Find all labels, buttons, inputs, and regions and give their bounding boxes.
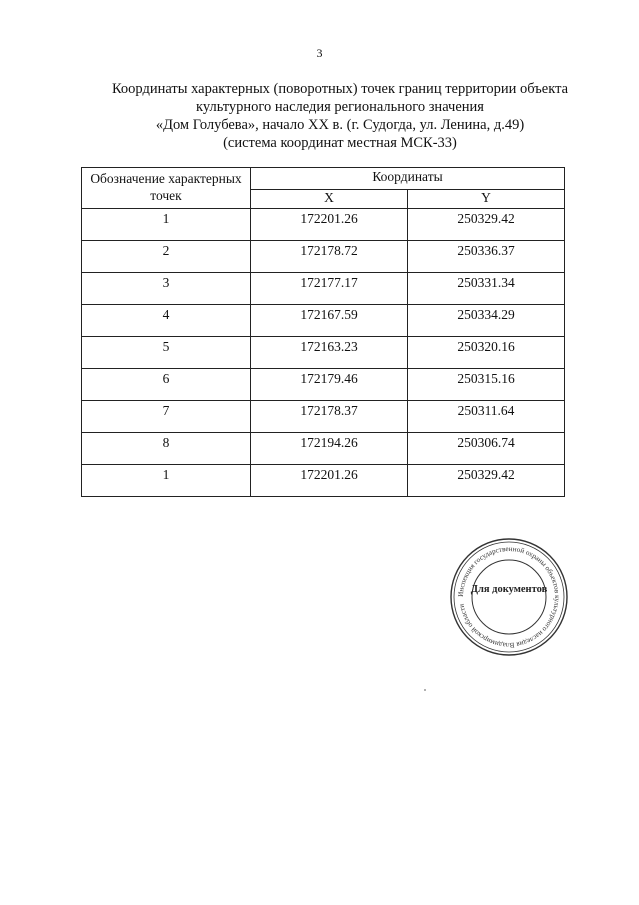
point-cell: 3 [82,273,251,305]
y-cell: 250315.16 [408,369,565,401]
stamp-center-text: Для документов [470,584,548,595]
coordinates-table [81,167,565,497]
point-cell: 1 [82,465,251,497]
x-cell: 172201.26 [251,465,408,497]
y-cell: 250331.34 [408,273,565,305]
point-cell: 4 [82,305,251,337]
x-cell: 172194.26 [251,433,408,465]
point-cell: 2 [82,241,251,273]
point-cell: 8 [82,433,251,465]
y-cell: 250320.16 [408,337,565,369]
point-cell: 7 [82,401,251,433]
point-cell: 6 [82,369,251,401]
document-title [60,80,620,152]
y-cell: 250336.37 [408,241,565,273]
y-cell: 250306.74 [408,433,565,465]
page-number: 3 [316,46,323,60]
table-row [82,305,565,337]
title-line-2: культурного наследия регионального значения [196,99,484,115]
stamp-ring-text [457,545,561,649]
x-cell: 172179.46 [251,369,408,401]
table-row [82,465,565,497]
table-row [82,241,565,273]
title-line-4: (система координат местная МСК-33) [223,135,457,151]
header-x: X [251,189,408,208]
x-cell: 172201.26 [251,209,408,241]
point-cell: 5 [82,337,251,369]
y-cell: 250334.29 [408,305,565,337]
header-coordinates: Координаты [251,168,565,190]
header-points: Обозначение характерных точек [82,168,251,209]
official-stamp [448,536,570,658]
table-row [82,369,565,401]
table-row [82,433,565,465]
x-cell: 172178.37 [251,401,408,433]
x-cell: 172163.23 [251,337,408,369]
scan-speck [424,689,426,691]
y-cell: 250329.42 [408,209,565,241]
y-cell: 250329.42 [408,465,565,497]
y-cell: 250311.64 [408,401,565,433]
title-line-3: «Дом Голубева», начало XX в. (г. Судогда, ул. Ленина, д.49) [155,117,525,133]
table-row [82,401,565,433]
table-row [82,337,565,369]
stamp-ring-textpath: Инспекция государственной охраны объектов культурного наследия Владимирской области [456,544,562,650]
point-cell: 1 [82,209,251,241]
x-cell: 172167.59 [251,305,408,337]
x-cell: 172177.17 [251,273,408,305]
table-row [82,209,565,241]
title-line-1: Координаты характерных (поворотных) точек границ территории объекта [111,81,569,97]
stamp-seal-graphic [448,536,570,658]
header-y: Y [408,189,565,208]
table-row [82,273,565,305]
x-cell: 172178.72 [251,241,408,273]
